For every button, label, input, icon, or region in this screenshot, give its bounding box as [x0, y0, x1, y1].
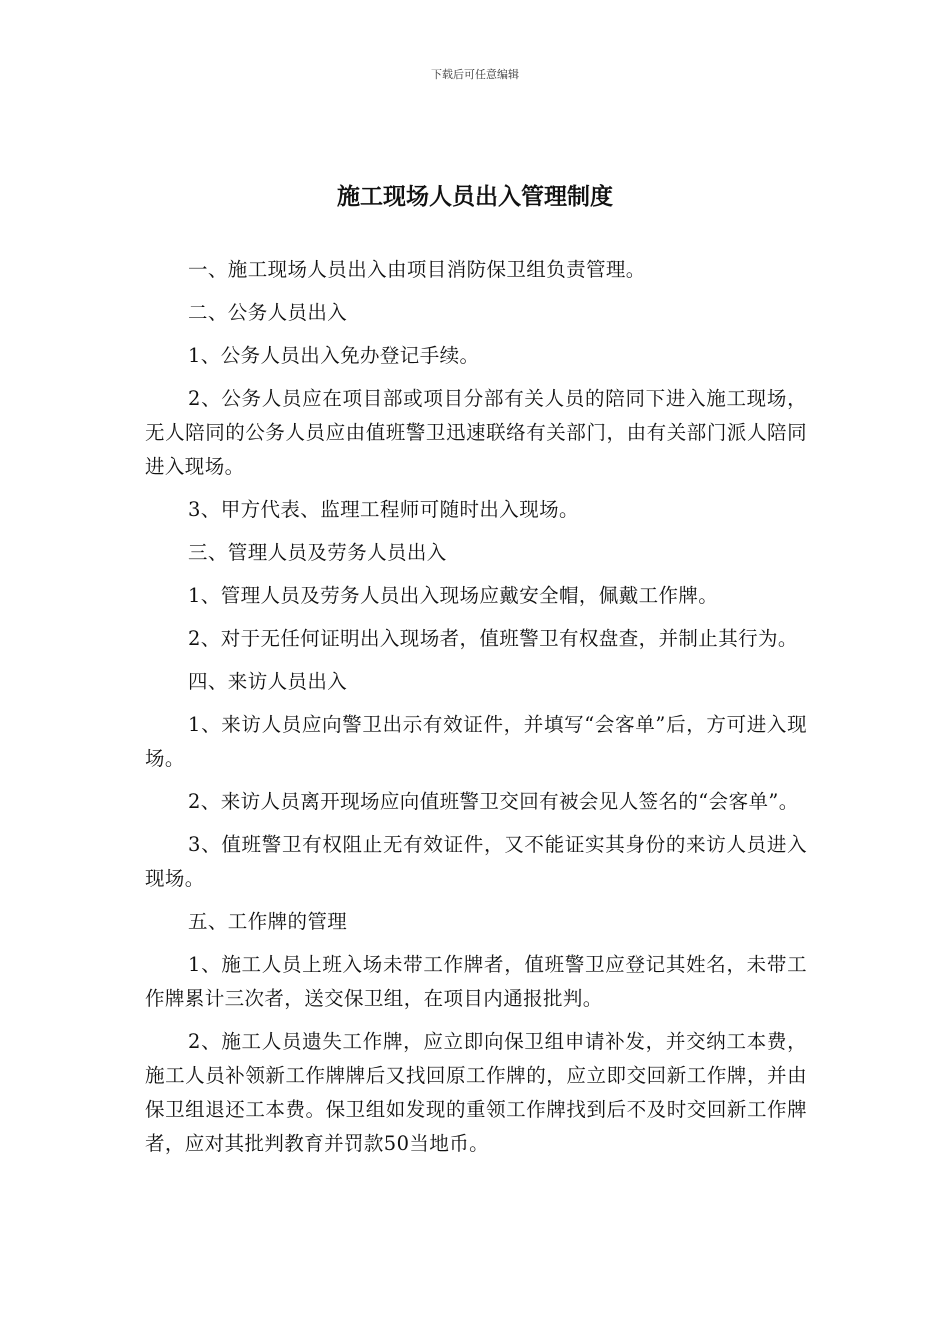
paragraph: 1、管理人员及劳务人员出入现场应戴安全帽，佩戴工作牌。 — [188, 584, 719, 607]
paragraph: 一、施工现场人员出入由项目消防保卫组负责管理。 — [188, 258, 646, 281]
section-heading: 五、工作牌的管理 — [188, 910, 348, 933]
paragraph: 2、施工人员遗失工作牌，应立即向保卫组申请补发，并交纳工本费，施工人员补领新工作牌牌后又找回原工作牌的，应立即交回新工作牌，并由保卫组退还工本费。保卫组如发现的重领工作牌找到后不及时交回新工作牌者，应对其批判教育并罚款50当地币。 — [145, 1030, 807, 1155]
paragraph: 2、公务人员应在项目部或项目分部有关人员的陪同下进入施工现场，无人陪同的公务人员应由值班警卫迅速联络有关部门，由有关部门派人陪同进入现场。 — [145, 387, 807, 478]
paragraph: 1、公务人员出入免办登记手续。 — [188, 344, 480, 367]
document-body — [145, 253, 807, 1170]
page-header-note: 下载后可任意编辑 — [431, 68, 519, 81]
section-heading: 二、公务人员出入 — [188, 301, 348, 324]
paragraph: 3、甲方代表、监理工程师可随时出入现场。 — [188, 498, 579, 521]
document-title: 施工现场人员出入管理制度 — [337, 184, 613, 210]
paragraph: 1、来访人员应向警卫出示有效证件，并填写“会客单”后，方可进入现场。 — [145, 713, 807, 770]
paragraph: 3、值班警卫有权阻止无有效证件，又不能证实其身份的来访人员进入现场。 — [145, 833, 807, 890]
paragraph: 2、来访人员离开现场应向值班警卫交回有被会见人签名的“会客单”。 — [188, 790, 799, 813]
section-heading: 四、来访人员出入 — [188, 670, 348, 693]
paragraph: 1、施工人员上班入场未带工作牌者，值班警卫应登记其姓名，未带工作牌累计三次者，送交保卫组，在项目内通报批判。 — [145, 953, 807, 1010]
section-heading: 三、管理人员及劳务人员出入 — [188, 541, 447, 564]
paragraph: 2、对于无任何证明出入现场者，值班警卫有权盘查，并制止其行为。 — [188, 627, 798, 650]
